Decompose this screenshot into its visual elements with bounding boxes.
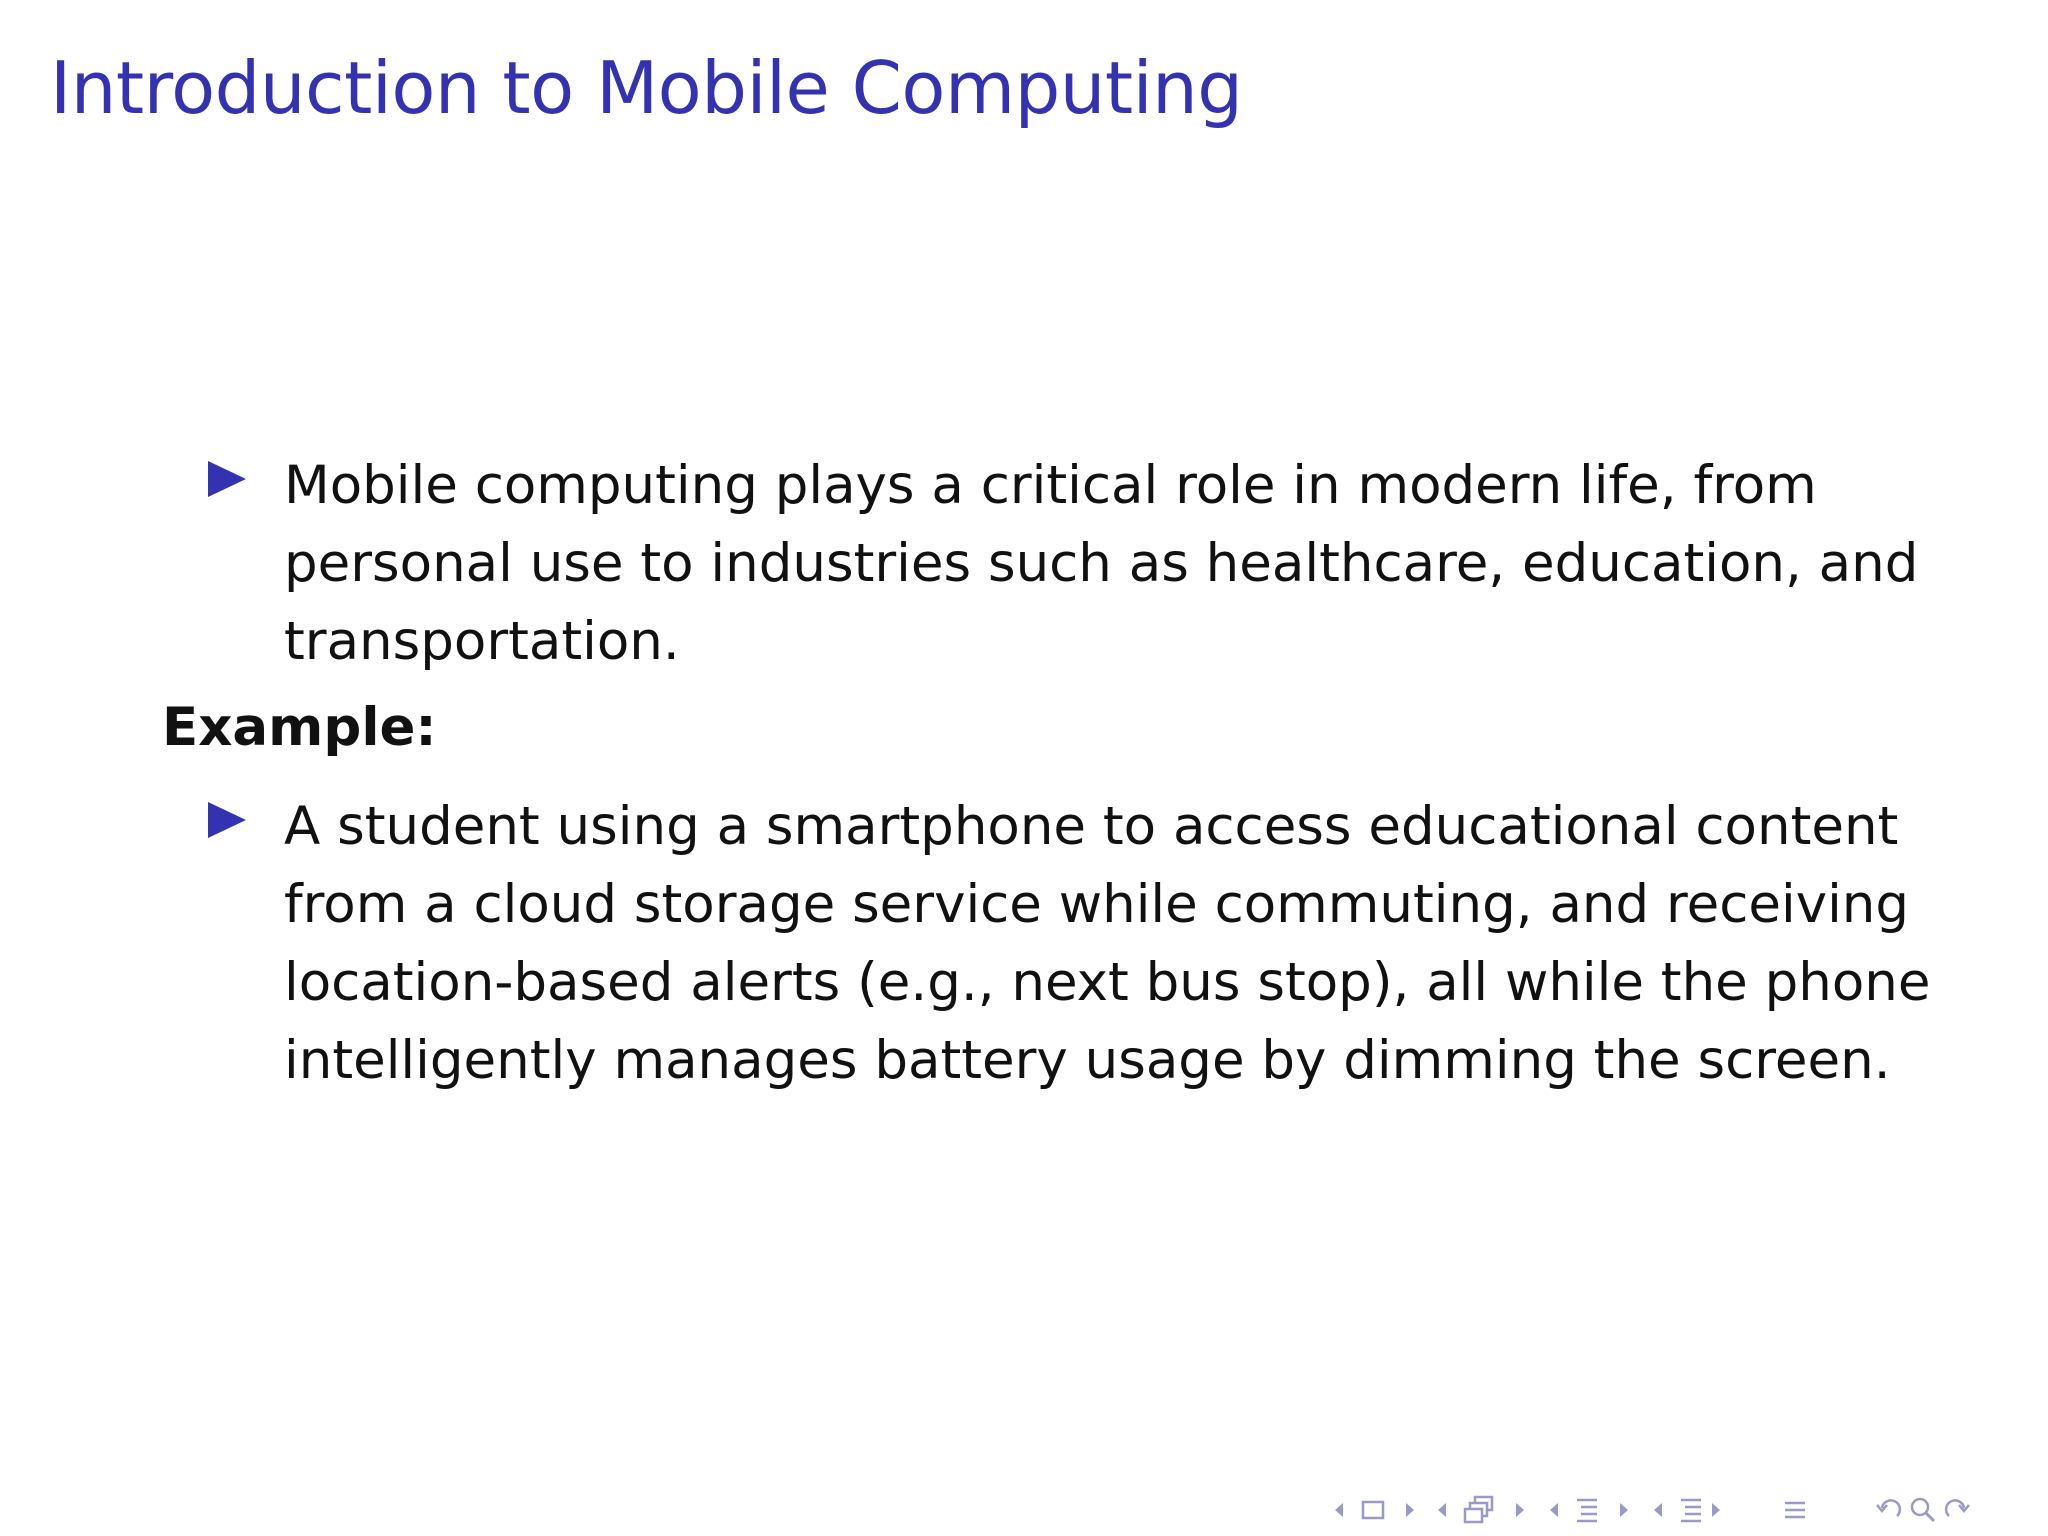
next-section-arrow-right-icon[interactable] [1501, 1492, 1539, 1528]
bullet-text [284, 447, 1924, 681]
prev-subsubsection-arrow-left-icon[interactable] [1643, 1492, 1673, 1528]
text-line: transportation. [284, 611, 680, 672]
prev-subsection-arrow-left-icon[interactable] [1539, 1492, 1569, 1528]
next-subsubsection-arrow-right-icon[interactable] [1709, 1492, 1783, 1528]
next-subsection-arrow-right-icon[interactable] [1605, 1492, 1643, 1528]
example-heading: Example: [162, 697, 437, 758]
text-line: intelligently manages battery usage by dimming the screen. [284, 1030, 1891, 1091]
beamer-navigation-bar [1325, 1492, 1973, 1528]
align-icon[interactable] [1783, 1492, 1873, 1528]
prev-section-arrow-left-icon[interactable] [1427, 1492, 1457, 1528]
undo-icon[interactable] [1873, 1492, 1907, 1528]
frame-icon[interactable] [1353, 1492, 1393, 1528]
text-line: personal use to industries such as healthcare, education, and [284, 533, 1919, 594]
bullet-text [284, 788, 1931, 1100]
subsubsection-icon[interactable] [1673, 1492, 1709, 1528]
next-frame-arrow-right-icon[interactable] [1393, 1492, 1427, 1528]
text-line: from a cloud storage service while commuting, and receiving [284, 874, 1910, 935]
subsection-icon[interactable] [1569, 1492, 1605, 1528]
bullet-triangle-icon [208, 461, 246, 497]
prev-frame-arrow-left-icon[interactable] [1325, 1492, 1353, 1528]
text-line: location-based alerts (e.g., next bus stop), all while the phone [284, 952, 1931, 1013]
text-line: Mobile computing plays a critical role in modern life, from [284, 455, 1817, 516]
text-line: A student using a smartphone to access educational content [284, 796, 1899, 857]
bullet-triangle-icon [208, 802, 246, 838]
slide-title: Introduction to Mobile Computing [50, 46, 1243, 130]
redo-icon[interactable] [1939, 1492, 1973, 1528]
search-icon[interactable] [1907, 1492, 1939, 1528]
section-icon[interactable] [1457, 1492, 1501, 1528]
